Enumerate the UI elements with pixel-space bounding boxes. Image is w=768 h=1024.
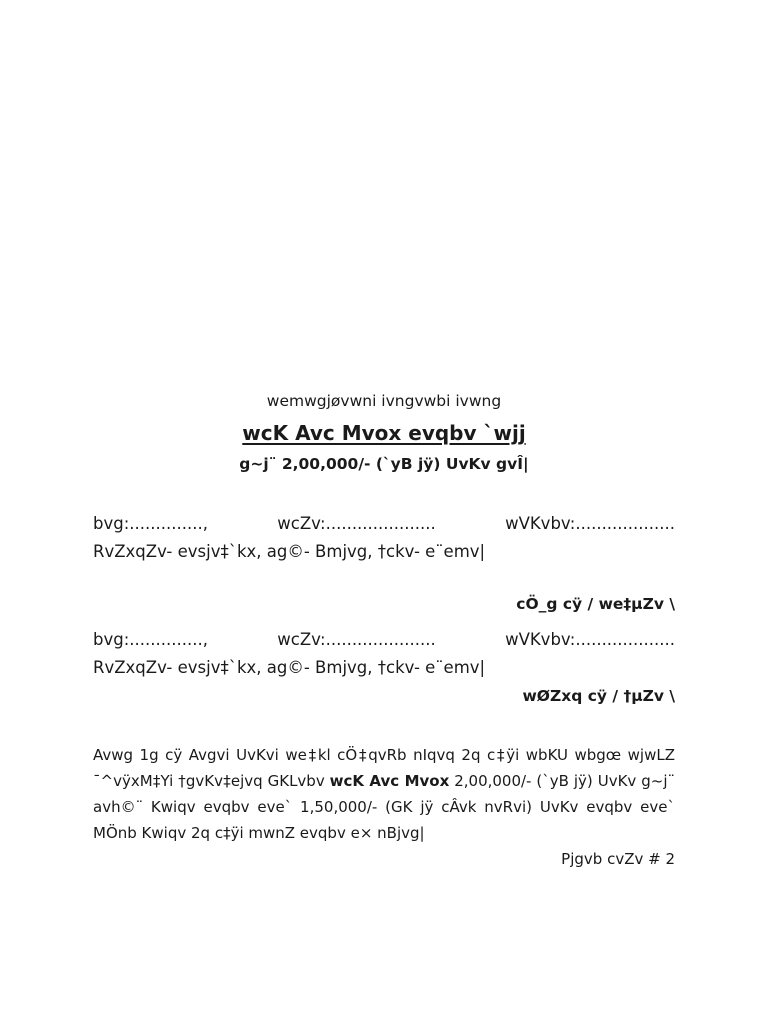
second-party-father-field: wcZv:..................... [277,630,436,649]
first-party-label: cÖ_g cÿ / we‡µZv \ [516,595,675,613]
agreement-body-paragraph [93,742,675,846]
second-party-label: wØZxq cÿ / †µZv \ [522,687,675,705]
second-party-address-field: wVKvbv:................... [505,630,675,649]
body-text-part2: 2,00,000/- (`yB jÿ) UvKv g~j¨ avh©¨ Kwiqv evqbv eve` 1,50,000/- (GK jÿ cÂvk nvRvi) UvKv evqbv eve` MÖnb Kwiqv 2q c‡ÿi mwnZ evqbv e× nBjvg| [93,772,675,842]
body-text-bold-item: wcK Avc Mvox [329,772,450,790]
first-party-location-line: RvZxqZv- evsjv‡`kx, ag©- Bmjvg, †ckv- e¨emv| [93,542,486,561]
first-party-details-row [93,510,675,538]
document-page [93,388,675,872]
first-party-address-field: wVKvbv:................... [505,514,675,533]
continuation-note: Pjgvb cvZv # 2 [561,850,675,868]
document-value-line: g~j¨ 2,00,000/- (`yB jÿ) UvKv gvÎ| [239,455,529,473]
document-title: wcK Avc Mvox evqbv `wjj [242,421,526,445]
document-header-line: wemwgjøvwni ivngvwbi ivwng [266,392,502,410]
first-party-father-field: wcZv:..................... [277,514,436,533]
second-party-details-row [93,626,675,654]
second-party-block [93,626,675,710]
first-party-name-field: bvg:.............., [93,514,208,533]
second-party-location-line: RvZxqZv- evsjv‡`kx, ag©- Bmjvg, †ckv- e¨emv| [93,658,486,677]
first-party-block [93,510,675,618]
second-party-name-field: bvg:.............., [93,630,208,649]
body-text-part1: Avwg 1g cÿ Avgvi UvKvi we‡kl cÖ‡qvRb nIqvq 2q c‡ÿi wbKU wbgœ wjwLZ ¯^vÿxM‡Yi †gvKv‡ejvq GKLvbv [93,746,675,790]
